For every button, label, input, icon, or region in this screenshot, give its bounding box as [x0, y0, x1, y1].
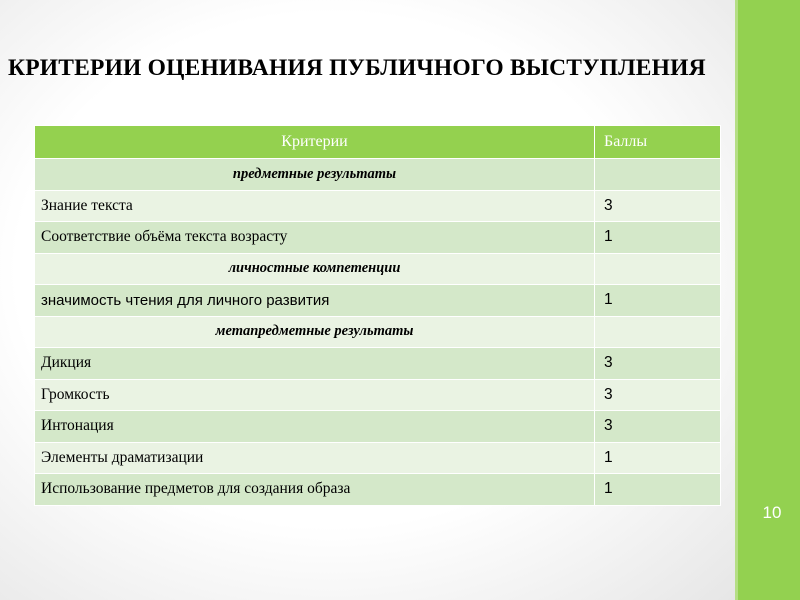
section-row — [35, 316, 721, 348]
page-title: КРИТЕРИИ ОЦЕНИВАНИЯ ПУБЛИЧНОГО ВЫСТУПЛЕНИЯ — [8, 55, 706, 81]
criterion-cell: Интонация — [35, 411, 595, 443]
table-row — [35, 411, 721, 443]
header-score: Баллы — [595, 126, 721, 159]
header-criteria: Критерии — [35, 126, 595, 159]
section-label: метапредметные результаты — [35, 316, 595, 348]
score-cell: 3 — [595, 379, 721, 411]
table-row — [35, 474, 721, 506]
criterion-cell: Дикция — [35, 348, 595, 380]
criterion-cell: Соответствие объёма текста возрасту — [35, 222, 595, 254]
page-number: 10 — [762, 503, 782, 522]
table-row — [35, 285, 721, 317]
section-label: предметные результаты — [35, 159, 595, 191]
criterion-cell: Элементы драматизации — [35, 442, 595, 474]
table-header-row — [35, 126, 721, 159]
criterion-cell: Знание текста — [35, 190, 595, 222]
section-row — [35, 253, 721, 285]
score-cell: 3 — [595, 190, 721, 222]
criterion-cell: значимость чтения для личного развития — [35, 285, 595, 317]
section-row — [35, 159, 721, 191]
section-score — [595, 316, 721, 348]
criterion-cell: Громкость — [35, 379, 595, 411]
score-cell: 3 — [595, 411, 721, 443]
table-row — [35, 442, 721, 474]
score-cell: 1 — [595, 442, 721, 474]
section-score — [595, 253, 721, 285]
table-row — [35, 222, 721, 254]
score-cell: 1 — [595, 285, 721, 317]
score-cell: 1 — [595, 222, 721, 254]
table-row — [35, 379, 721, 411]
score-cell: 3 — [595, 348, 721, 380]
score-cell: 1 — [595, 474, 721, 506]
criterion-cell: Использование предметов для создания образа — [35, 474, 595, 506]
table-row — [35, 190, 721, 222]
section-label: личностные компетенции — [35, 253, 595, 285]
criteria-table — [34, 125, 721, 506]
section-score — [595, 159, 721, 191]
table-row — [35, 348, 721, 380]
